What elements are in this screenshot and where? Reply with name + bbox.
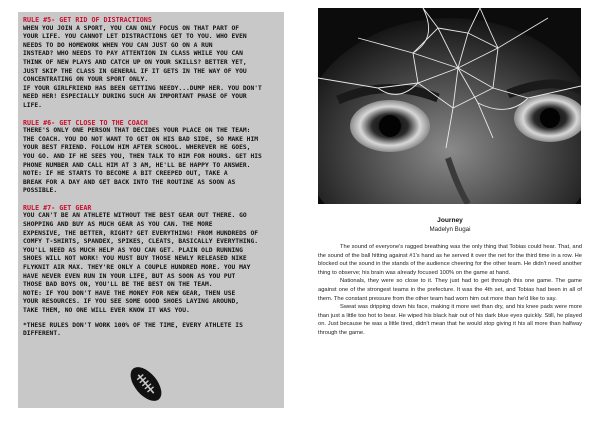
rule-6-body: THERE'S ONLY ONE PERSON THAT DECIDES YOUR PLACE ON THE TEAM: THE COACH. YOU DO NOT WANT TO GET ON HIS BAD SIDE, SO MAKE HIM YOUR BEST FRIEND. FOLLOW HIM AFTER SCHOOL. WHEREVER HE GOES, YOU GO. AND IF HE SEES YOU, THEN TALK TO HIM FOR HOURS. GET HIS PHONE NUMBER AND CALL HIM AT 3 AM, HE'LL BE HAPPY TO ANSWER. NOTE: IF HE STARTS TO BECOME A BIT CREEPED OUT, TAKE A BREAK FOR A DAY AND GET BACK INTO THE ROUTINE AS SOON AS POSSIBLE. [23,127,262,195]
rules-page [18,12,284,408]
football-icon [126,362,166,406]
rules-footnote: *THESE RULES DON'T WORK 100% OF THE TIME, EVERY ATHLETE IS DIFFERENT. [23,321,243,338]
story-paragraph: Sweat was dripping down his face, making it more wet than dry, and his knee pads were more than just a little too hot to bear. He wiped his black hair out of his dark blue eyes quickly. Still, he played on. Just because he was a little tired, didn't mean that he would stop giving it his all more than halfway through the game. [318,304,582,336]
story-page [300,0,600,424]
story-paragraph: The sound of everyone's ragged breathing was the only thing that Tobias could hear. That, and the sound of the ball hitting against #1's hand as he served it over the net for the third time in a row. He blocked out the sound in the stands of the audience cheering for the other team. He didn't need another thing to observe; his brain was already focused 100% on the game at hand. [318,244,582,276]
story-author: Madelyn Bugai [429,226,471,233]
story-title: Journey [437,217,463,224]
rule-5-title: RULE #5- GET RID OF DISTRACTIONS [23,16,152,24]
rule-7-body: YOU CAN'T BE AN ATHLETE WITHOUT THE BEST GEAR OUT THERE. GO SHOPPING AND BUY AS MUCH GEAR AS YOU CAN. THE MORE EXPENSIVE, THE BETTER, RIGHT? GET EVERYTHING! FROM HUNDREDS OF COMFY T-SHIRTS, SPANDEX, SPIKES, CLEATS, BASICALLY EVERYTHING. YOU'LL NEED AS MUCH HELP AS YOU CAN GET. PLAIN OLD RUNNING SHOES WILL NOT WORK! YOU MUST BUY THOSE NEWLY RELEASED NIKE FLYKNIT AIR MAX. THEY'RE ONLY A COUPLE HUNDRED MORE. YOU MAY HAVE NEVER EVEN RUN IN YOUR LIFE, BUT AS SOON AS YOU PUT THOSE BAD BOYS ON, YOU'LL BE THE BEST ON THE TEAM. NOTE: IF YOU DON'T HAVE THE MONEY FOR NEW GEAR, THEN USE YOUR RESOURCES. IF YOU SEE SOME GOOD SHOES LAYING AROUND, TAKE THEM, NO ONE WILL EVER KNOW IT WAS YOU. [23,212,259,314]
story-paragraph: Nationals, they were so close to it. They just had to get through this one game. The game against one of the strongest teams in the prefecture. It was the 4th set, and Tobias had been in all of them. The constant pressure from the other team had worn him out more than he'd like to say. [318,278,582,302]
shattered-glass-face-photo [318,8,581,204]
rule-6-title: RULE #6- GET CLOSE TO THE COACH [23,118,148,127]
rule-5-body: WHEN YOU JOIN A SPORT, YOU CAN ONLY FOCUS ON THAT PART OF YOUR LIFE. YOU CANNOT LET DISTRACTIONS GET TO YOU. WHO EVEN NEEDS TO DO HOMEWORK WHEN YOU CAN JUST GO ON A RUN INSTEAD? WHO NEEDS TO PAY ATTENTION IN CLASS WHILE YOU CAN THINK OF NEW PLAYS AND CATCH UP ON YOUR SKILLS? BETTER YET, JUST SKIP THE CLASS IN GENERAL IF IT GETS IN THE WAY OF YOU CONCENTRATING ON YOUR SPORT ONLY. IF YOUR GIRLFRIEND HAS BEEN GETTING NEEDY...DUMP HER. YOU DON'T NEED HER! ESPECIALLY DURING SUCH AN IMPORTANT PHASE OF YOUR LIFE. [23,24,262,109]
story-body [318,243,582,338]
rule-7-title: RULE #7- GET GEAR [23,203,92,212]
